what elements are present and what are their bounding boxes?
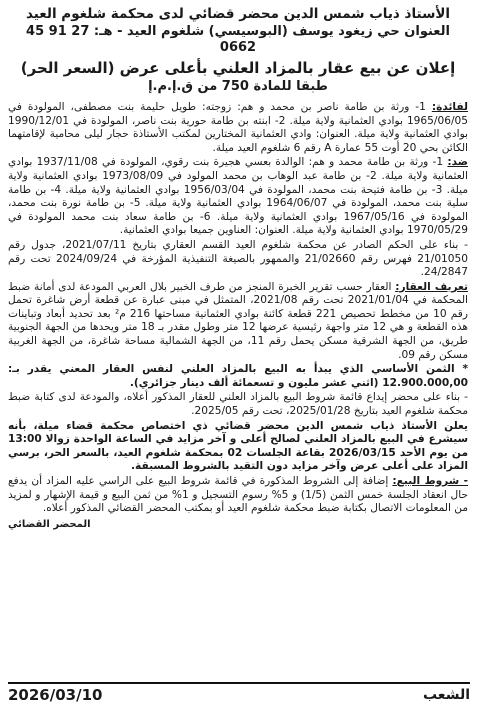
notice-body	[8, 101, 468, 531]
plaintiffs-text: 1- ورثة بن طامة ناصر بن محمد و هم: زوجته: طويل حليمة بنت مصطفى، المولودة في 1965/06/05 بوادي العثمانية ولاية ميلة. 2- ابنته بن طامة حورية بنت ناصر، المولودة في 1990/12/01 بوادي العثمانية ولاية ميلة. العنوان: وادي العثمانية المختارين لمكتب الأستاذة حجار ليلى محامية لإقامتهما الكائن بحي 20 أوت 55 عمارة A رقم 6 شلغوم العيد ميلة.	[8, 100, 468, 154]
property-label: تعريف العقار:	[395, 280, 468, 293]
property-paragraph	[8, 281, 468, 363]
plaintiffs-paragraph	[8, 101, 468, 155]
property-text: العقار حسب تقرير الخبرة المنجز من طرف الخبير بلال العربي المودعة لدى أمانة ضبط المحكمة في 2021/01/04 تحت رقم 2021/08، المتمثل في مبنى عبارة عن قطعة أرض شاغرة تحمل رقم 10 من مخطط تحصيص 221 قطعة كائنة بوادي العثمانية مساحتها 216 م² بعد تحديد أبعاد وتباينات هذه القطعة و هي 12 متر واجهة رئيسية عرضها 12 متر وطول مقدر بـ 18 متر ويحدها من الجهة الجنوبية طريق، من الجهة الشرقية مسكن يحمل رقم 11، من الجهة الشمالية مساحة شاغرة، من الجهة الغربية مسكن رقم 09.	[8, 280, 468, 361]
auction-announcement: يعلن الأستاذ ذياب شمس الدين محضر قضائي ذي اختصاص محكمة قضاء ميلة، بأنه سيشرع في البيع بالمزاد العلني لصالح أعلى و آخر مزايد في الساعة الواحدة زوالا 13:00 من يوم الأحد 2026/03/15 بقاعة الجلسات 02 بمحكمة شلغوم العيد، بالسعر الحر، برسي المزاد على أعلى عرض وآخر مزايد دون التقيد بالشروط المسبقة.	[8, 419, 468, 473]
base-price-paragraph: * الثمن الأساسي الذي يبدأ به البيع بالمزاد العلني لنفس العقار المعني يقدر بـ: 12.900.000,00 (اثني عشر مليون و تسعمائة ألف دينار جزائري).	[8, 363, 468, 389]
sale-conditions-label: - شروط البيع:	[392, 475, 468, 487]
notice-subtitle: طبقا للمادة 750 من ق.إ.م.إ	[148, 79, 328, 95]
sale-conditions-text: إضافة إلى الشروط المذكورة في قائمة شروط البيع على الراسي عليه المزاد أن يدفع حال انعقاد الجلسة خمس الثمن (1/5) و 5% رسوم التسجيل و 1% من ثمن البيع و قيمة الإشهار و لمزيد من المعلومات الاتصال بكتابة ضبط محكمة شلغوم العيد أو بمكتب المحضر القضائي المذكور أعلاه.	[8, 475, 469, 515]
judgment-paragraph: - بناء على الحكم الصادر عن محكمة شلغوم العيد القسم العقاري بتاريخ 2021/07/11، جدول رقم 21/01050 فهرس رقم 21/02660 والممهور بالصيغة التنفيذية المؤرخة في 2024/09/24 تحت رقم 24/2847.	[8, 238, 469, 279]
defendants-label: ضد:	[447, 156, 468, 169]
defendants-text: 1- ورثة بن طامة محمد و هم: الوالدة بعسي هجيرة بنت رقوي، المولودة في 1937/11/08 بوادي العثمانية ولاية ميلة. 2- بن طامة عبد الوهاب بن محمد المولود في 1973/08/09 بوادي العثمانية ولاية ميلة. 3- بن طامة فتيحة بنت محمد، المولودة في 1956/03/04 بوادي العثمانية ولاية ميلة. 4- بن طامة سلية بنت محمد، المولودة في 1964/06/07 بوادي العثمانية ولاية ميلة. 5- بن طامة نورة بنت محمد، المولودة في 1967/05/16 بوادي العثمانية ولاية ميلة. 6- بن طامة سعاد بنت محمد المولودة في 1970/05/29 بوادي العثمانية ولاية ميلة. العنوان: العناوين جميعا بوادي العثمانية.	[8, 156, 469, 237]
notice-title: إعلان عن بيع عقار بالمزاد العلني بأعلى عرض (السعر الحر)	[20, 59, 456, 78]
sale-conditions-paragraph	[8, 475, 468, 516]
newspaper-name: الشعب	[422, 687, 470, 703]
signature: المحضر القضائي	[8, 518, 91, 530]
footer-bar	[8, 682, 470, 704]
defendants-paragraph	[8, 156, 468, 238]
deposit-paragraph: - بناء على محضر إيداع قائمة شروط البيع بالمزاد العلني للعقار المذكور أعلاه، والمودعة لدى كتابة ضبط محكمة شلغوم العيد بتاريخ 2025/01/28، تحت رقم 2025/05.	[8, 391, 468, 418]
bailiff-name: الأستاذ ذياب شمس الدين محضر قضائي لدى محكمة شلغوم العيد	[25, 6, 451, 22]
publication-date: 2026/03/10	[8, 686, 103, 704]
plaintiffs-label: لفائدة:	[431, 100, 468, 113]
bailiff-address: العنوان حي زيغود يوسف (البوسيسي) شلغوم العيد - هـ: 27 91 45 0662	[26, 24, 450, 55]
